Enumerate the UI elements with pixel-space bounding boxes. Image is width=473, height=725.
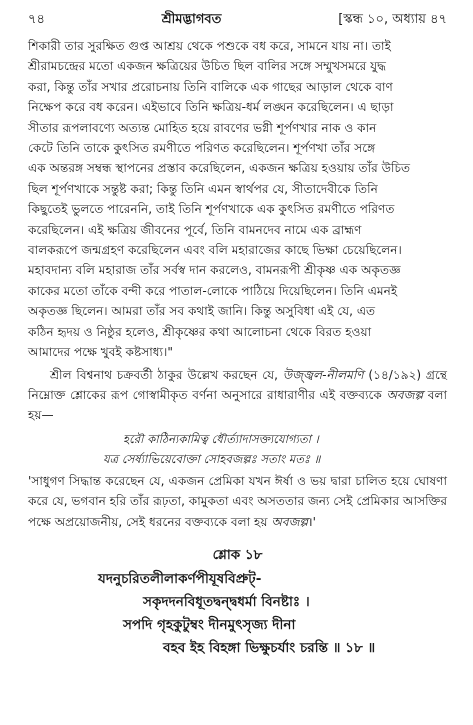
text-line: অকৃতজ্ঞ ছিলেন। আমরা তাঁর সব কথাই জানি। কিন্তু অসুবিধা এই যে, এত <box>28 304 376 319</box>
quote-line: যত্র সের্ষ্যাভিয়েবোক্তা সোহবজল্পঃ সতাং মতঃ ॥ <box>103 451 321 466</box>
verse-line: বহব ইহ বিহঙ্গা ভিক্ষুচর্যাং চরন্তি ॥ ১৮ ॥ <box>163 639 376 656</box>
text-line: মহাবদান্য বলি মহারাজ তাঁর সর্বস্ব দান করলেও, বামনরূপী শ্রীকৃষ্ণ এক অকৃতজ্ঞ <box>28 263 401 278</box>
text-line: সীতার রূপলাবণ্যে অত্যন্ত মোহিত হয়ে রাবণের ভগ্নী শূর্পণখার নাক ও কান <box>28 120 377 135</box>
text-line: শিকারী তার সুরক্ষিত গুপ্ত আশ্রয় থেকে পশুকে বধ করে, সামনে যায় না। তাই <box>28 39 391 53</box>
text-line: আমাদের পক্ষে খুবই কষ্টসাধ্য।" <box>28 345 173 360</box>
text-line: এক অন্তরঙ্গ সম্বন্ধ স্থাপনের প্রস্তাব করেছিলেন, একজন ক্ষত্রিয় হওয়ায় তাঁর উচিত <box>28 161 411 176</box>
text-line: শ্রীরামচন্দ্রের মতো একজন ক্ষত্রিয়ের উচিত ছিল বালির সঙ্গে সম্মুখসমরে যুদ্ধ <box>28 59 386 74</box>
text-line: কাকের মতো তাঁকে বন্দী করে পাতাল-লোকে পাঠিয়ে দিয়েছিলেন। তিনি এমনই <box>28 283 398 298</box>
page-header <box>28 10 447 36</box>
quote-line: হরৌ কাঠিন্যকামিত্ব ধৌর্ত্যাদাসক্ত্যযোগ্যতা । <box>123 431 319 446</box>
text-line: কেটে তিনি তাকে কুৎসিত রমণীতে পরিণত করেছিলেন। শূর্পণখা তাঁর সঙ্গে <box>28 141 376 156</box>
text-line: করা, কিন্তু তাঁর সখার প্ররোচনায় তিনি বালিকে এক গাছের আড়াল থেকে বাণ <box>28 79 393 94</box>
paragraph-translation <box>28 471 447 532</box>
page-number: ৭৪ <box>28 12 45 27</box>
text-run: 'সাধুগণ সিদ্ধান্ত করেছেন যে, একজন প্রেমিকা যখন ঈর্ষা ও ভয় দ্বারা চালিত হয়ে ঘোষণা করে যে, ভগবান হরি তাঁর রূঢ়তা, কামুকতা এবং অসততার জন্য সেই প্রেমিকার আসক্তির পক্ষে অপ্রয়োজনীয়, সেই ধরনের বক্তব্যকে বলা হয় <box>28 473 447 529</box>
verse-line: যদনুচরিতলীলাকর্ণপীযূষবিপ্রুট্- <box>98 570 262 587</box>
text-line: নিক্ষেপ করে বধ করেন। এইভাবে তিনি ক্ষত্রিয়-ধর্ম লঙ্ঘন করেছিলেন। এ ছাড়া <box>28 100 394 115</box>
text-run: (১৪/১৯২) গ্রন্থে নিম্নোক্ত শ্লোকের রূপ গোস্বামীকৃত বর্ণনা অনুসারে রাধারাণীর এই বক্তব্যকে <box>28 367 447 402</box>
term: অবজল্প <box>386 387 424 402</box>
text-run: ।' <box>308 514 316 529</box>
text-line: করেছিলেন। এই ক্ষত্রিয় জীবনের পূর্বে, তিনি বামনদেব নামে এক ব্রাহ্মণ <box>28 222 362 237</box>
shloka-verse <box>28 568 447 660</box>
text-run: বলা হয়— <box>28 387 447 423</box>
text-line: বালকরূপে জন্মগ্রহণ করেছিলেন এবং বলি মহারাজের কাছে ভিক্ষা চেয়েছিলেন। <box>28 243 402 258</box>
book-title: উজ্জ্বল-নীলমণি <box>282 367 364 382</box>
verse-line: সকৃদদনবিধূতদ্বন্দ্বধর্মা বিনষ্টাঃ । <box>143 593 310 610</box>
chapter-reference: [স্কন্ধ ১০, অধ্যায় ৪৭ <box>338 12 447 27</box>
text-line: ছিল শূর্পণখাকে সন্তুষ্ট করা; কিন্তু তিনি এমন স্বার্থপর যে, সীতাদেবীকে তিনি <box>28 181 378 196</box>
shloka-heading: শ্লোক ১৮ <box>212 546 263 563</box>
text-line: কঠিন হৃদয় ও নিষ্ঠুর হলেও, শ্রীকৃষ্ণের কথা আলোচনা থেকে বিরত হওয়া <box>28 324 372 339</box>
paragraph-commentary-intro <box>28 365 447 426</box>
term: অবজল্প <box>271 514 309 529</box>
running-title: শ্রীমদ্ভাগবত <box>161 12 222 27</box>
text-line: কিছুতেই ভুলতে পারেননি, তাই তিনি শূর্পণখাকে এক কুৎসিত রমণীতে পরিণত <box>28 202 395 217</box>
text-run: শ্রীল বিশ্বনাথ চক্রবর্তী ঠাকুর উল্লেখ করছেন যে, <box>50 367 283 382</box>
sanskrit-quote <box>28 429 447 469</box>
paragraph-purport <box>28 36 447 363</box>
verse-line: সপদি গৃহকুটুম্বং দীনমুৎসৃজ্য দীনা <box>123 616 296 633</box>
